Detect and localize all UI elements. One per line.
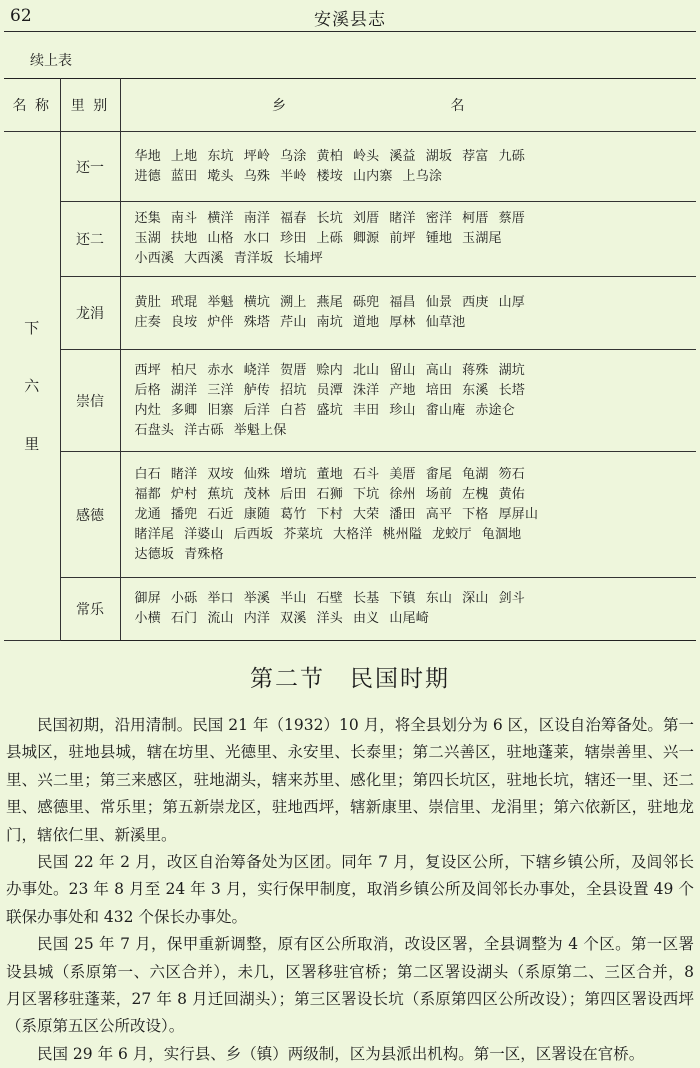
- village-name: 大荣: [352, 506, 380, 522]
- village-name: 福春: [280, 211, 307, 226]
- village-name: 砾兜: [352, 295, 380, 310]
- village-name: 播兜: [170, 506, 198, 522]
- village-name: 后田: [280, 486, 307, 502]
- villages-cell: [120, 350, 696, 452]
- village-name: 半山: [280, 591, 307, 606]
- continued-label: 续上表: [30, 53, 72, 69]
- li-cell: 龙涓: [60, 277, 120, 350]
- village-name: 墘头: [207, 168, 234, 184]
- village-name: 徐州: [389, 486, 416, 502]
- village-name: 锺地: [425, 231, 453, 246]
- village-name: 双溪: [280, 611, 307, 626]
- header-rule: [4, 31, 696, 32]
- village-name: 员潭: [316, 382, 343, 398]
- region-cell: [4, 132, 60, 641]
- village-name: 龙蛟厅: [432, 526, 472, 542]
- villages-cell: [120, 452, 696, 578]
- village-name: 仙景: [425, 295, 453, 310]
- village-name: 仙殊: [243, 466, 271, 482]
- village-name: 青洋坂: [233, 251, 274, 266]
- village-name: 峣洋: [243, 362, 271, 378]
- village-name: 坪岭: [243, 148, 271, 164]
- village-name: 龟涸地: [481, 526, 522, 542]
- village-name: 卿源: [352, 231, 380, 246]
- village-name: 潘田: [389, 506, 416, 522]
- village-name: 长坑: [316, 211, 343, 226]
- village-name: 黄肚: [134, 295, 161, 310]
- village-name: 福昌: [389, 295, 416, 310]
- village-name: 还集: [134, 211, 161, 226]
- village-name: 青殊格: [184, 546, 224, 562]
- village-name: 双垵: [207, 466, 234, 482]
- village-name: 达德坂: [134, 546, 175, 562]
- village-name: 洋古砾: [184, 422, 224, 438]
- village-name: 上乌涂: [402, 168, 443, 184]
- village-name: 石近: [207, 506, 234, 522]
- body-text: [6, 712, 694, 1068]
- body-paragraph: 民国 22 年 2 月，改区自治筹备处为区团。同年 7 月，复设区公所，下辖乡镇公所，及闾邻长办事处。23 年 8 月至 24 年 3 月，实行保甲制度，取消乡镇公所及闾邻长办事处，全县设置 49 个联保办事处和 432 个保长办事处。: [6, 853, 694, 926]
- village-name: 刘厝: [352, 211, 380, 226]
- village-name: 小横: [134, 611, 161, 626]
- village-line: [135, 421, 693, 441]
- village-name: 内洋: [243, 611, 271, 626]
- village-name: 洋婆山: [184, 526, 224, 542]
- village-name: 山内寨: [352, 168, 393, 184]
- village-name: 南斗: [170, 211, 198, 226]
- body-paragraph: 民国 29 年 6 月，实行县、乡（镇）两级制，区为县派出机构。第一区，区署设在官桥。: [37, 1044, 645, 1063]
- village-line: [135, 167, 693, 187]
- village-name: 山格: [207, 231, 234, 246]
- village-name: 仙草池: [425, 315, 466, 330]
- village-name: 炉伴: [207, 315, 234, 330]
- li-cell: 感德: [60, 452, 120, 578]
- village-line: [135, 525, 693, 545]
- column-header-li: 里 别: [60, 79, 120, 132]
- village-name: 睹洋: [389, 211, 416, 226]
- village-name: 柏尺: [170, 362, 198, 378]
- book-title: 安溪县志: [314, 10, 386, 30]
- village-name: 楼垵: [316, 168, 343, 184]
- village-name: 珍田: [280, 231, 307, 246]
- village-name: 殊塔: [243, 315, 271, 330]
- village-name: 培田: [425, 382, 453, 398]
- village-name: 石门: [170, 611, 198, 626]
- village-name: 洙洋: [352, 382, 380, 398]
- village-name: 华地: [134, 148, 161, 164]
- village-name: 美厝: [389, 466, 416, 482]
- village-name: 玉湖尾: [462, 231, 502, 246]
- villages-cell: [120, 578, 696, 641]
- village-name: 高平: [425, 506, 453, 522]
- table-row: [4, 452, 696, 578]
- village-line: [135, 249, 693, 269]
- table-row: [4, 350, 696, 452]
- village-name: 石狮: [316, 486, 343, 502]
- village-name: 畬山庵: [425, 402, 466, 418]
- village-name: 舻传: [243, 382, 271, 398]
- village-line: [135, 465, 693, 485]
- village-name: 下格: [462, 506, 489, 522]
- village-name: 蕉坑: [207, 486, 234, 502]
- region-label: 下六里: [24, 319, 40, 453]
- village-name: 东坑: [207, 148, 234, 164]
- village-name: 长基: [352, 591, 380, 606]
- village-name: 厚林: [389, 315, 416, 330]
- village-name: 白苔: [280, 402, 307, 418]
- section-title: 第二节 民国时期: [250, 666, 450, 692]
- village-name: 湖坂: [425, 148, 453, 164]
- village-name: 东溪: [462, 382, 489, 398]
- village-name: 燕尾: [316, 295, 343, 310]
- village-name: 大西溪: [184, 251, 224, 266]
- village-name: 桃州隘: [382, 526, 423, 542]
- village-name: 三洋: [207, 382, 234, 398]
- li-cell: 还一: [60, 132, 120, 202]
- village-name: 后洋: [243, 402, 271, 418]
- village-name: 荐富: [462, 148, 489, 164]
- village-name: 密洋: [425, 211, 453, 226]
- li-cell: 崇信: [60, 350, 120, 452]
- village-name: 南洋: [243, 211, 271, 226]
- village-line: [135, 229, 693, 249]
- village-name: 芹山: [280, 315, 307, 330]
- village-line: [135, 209, 693, 229]
- village-name: 洋头: [316, 611, 343, 626]
- village-name: 后西坂: [233, 526, 274, 542]
- village-name: 赤途仑: [475, 402, 515, 418]
- village-name: 御屏: [134, 591, 161, 606]
- village-name: 庄奏: [134, 315, 161, 330]
- village-name: 产地: [389, 382, 416, 398]
- body-paragraph: 民国初期，沿用清制。民国 21 年（1932）10 月，将全县划分为 6 区，区设自治筹备处。第一县城区，驻地县城，辖在坊里、光德里、永安里、长泰里；第二兴善区，驻地蓬莱，辖崇善里、兴一里、兴二里；第三来感区，驻地湖头，辖来苏里、感化里；第四长坑区，驻地长坑，辖还一里、还二里、感德里、常乐里；第五新崇龙区，驻地西坪，辖新康里、崇信里、龙涓里；第六依新区，驻地龙门，辖依仁里、新溪里。: [6, 716, 694, 844]
- village-name: 举口: [207, 591, 234, 606]
- villages-cell: [120, 202, 696, 277]
- village-name: 董地: [316, 466, 343, 482]
- village-line: [135, 589, 693, 609]
- village-name: 乌殊: [243, 168, 271, 184]
- village-name: 蒋殊: [462, 362, 489, 378]
- village-name: 蓝田: [170, 168, 198, 184]
- column-header-xiang: [120, 79, 696, 132]
- village-name: 湖坑: [498, 362, 525, 378]
- village-name: 举溪: [243, 591, 271, 606]
- village-name: 赤水: [207, 362, 234, 378]
- village-name: 上砾: [316, 231, 343, 246]
- table-header-row: [4, 79, 696, 132]
- village-line: [135, 401, 693, 421]
- village-name: 大格洋: [332, 526, 373, 542]
- page-number: 62: [10, 6, 32, 26]
- village-name: 左槐: [462, 486, 489, 502]
- village-name: 黄柏: [316, 148, 343, 164]
- village-line: [135, 313, 693, 333]
- village-name: 石盘头: [134, 422, 175, 438]
- village-name: 进德: [134, 168, 161, 184]
- village-line: [135, 381, 693, 401]
- village-name: 山厚: [498, 295, 525, 310]
- village-name: 举魁: [207, 295, 234, 310]
- village-name: 招坑: [280, 382, 307, 398]
- village-name: 蔡厝: [498, 211, 525, 226]
- village-name: 西坪: [134, 362, 161, 378]
- village-name: 岭头: [352, 148, 380, 164]
- village-name: 黄佑: [498, 486, 525, 502]
- village-name: 水口: [243, 231, 271, 246]
- village-name: 前坪: [389, 231, 416, 246]
- village-line: [135, 505, 693, 525]
- village-name: 睹洋尾: [134, 526, 175, 542]
- village-name: 增坑: [280, 466, 307, 482]
- village-name: 睹洋: [170, 466, 198, 482]
- village-name: 横坑: [243, 295, 271, 310]
- village-line: [135, 485, 693, 505]
- village-name: 长塔: [498, 382, 525, 398]
- village-name: 高山: [425, 362, 453, 378]
- table-row: [4, 132, 696, 202]
- village-line: [135, 361, 693, 381]
- village-name: 葛竹: [280, 506, 307, 522]
- village-name: 湖洋: [170, 382, 198, 398]
- village-name: 赊内: [316, 362, 343, 378]
- village-line: [135, 293, 693, 313]
- village-name: 北山: [352, 362, 380, 378]
- village-name: 长埔坪: [283, 251, 323, 266]
- village-line: [135, 147, 693, 167]
- village-name: 乌涂: [280, 148, 307, 164]
- village-name: 小西溪: [134, 251, 175, 266]
- village-name: 深山: [462, 591, 489, 606]
- village-name: 盛坑: [316, 402, 343, 418]
- table-row: [4, 202, 696, 277]
- village-name: 柯厝: [462, 211, 489, 226]
- village-name: 横洋: [207, 211, 234, 226]
- village-name: 良垵: [170, 315, 198, 330]
- village-name: 茂林: [243, 486, 271, 502]
- village-table: [4, 78, 696, 641]
- village-name: 珍山: [389, 402, 416, 418]
- village-name: 道地: [352, 315, 380, 330]
- village-name: 小砾: [170, 591, 198, 606]
- village-name: 举魁上保: [233, 422, 287, 438]
- village-name: 半岭: [280, 168, 307, 184]
- village-name: 下村: [316, 506, 343, 522]
- village-line: [135, 545, 693, 565]
- li-cell: 常乐: [60, 578, 120, 641]
- village-name: 场前: [425, 486, 453, 502]
- village-name: 溯上: [280, 295, 307, 310]
- column-header-name: 名 称: [4, 79, 60, 132]
- village-name: 旧寨: [207, 402, 234, 418]
- village-name: 多卿: [170, 402, 198, 418]
- village-name: 留山: [389, 362, 416, 378]
- village-name: 白石: [134, 466, 161, 482]
- village-name: 东山: [425, 591, 453, 606]
- village-name: 玉湖: [134, 231, 161, 246]
- village-name: 石斗: [352, 466, 380, 482]
- village-name: 扶地: [170, 231, 198, 246]
- village-name: 福都: [134, 486, 161, 502]
- village-name: 流山: [207, 611, 234, 626]
- village-name: 龙通: [134, 506, 161, 522]
- body-paragraph: 民国 25 年 7 月，保甲重新调整，原有区公所取消，改设区署，全县调整为 4 个区。第一区署设县城（系原第一、六区合并），未几，区署移驻官桥；第二区署设湖头（系原第二、三区合并，8 月区署移驻蓬莱，27 年 8 月迁回湖头）；第三区署设长坑（系原第四区公所改设）；第四区署设西坪（系原第五区公所改设）。: [6, 935, 694, 1036]
- table-row: [4, 578, 696, 641]
- villages-cell: [120, 277, 696, 350]
- village-name: 九砾: [498, 148, 525, 164]
- village-name: 内灶: [134, 402, 161, 418]
- village-name: 后格: [134, 382, 161, 398]
- village-name: 畬尾: [425, 466, 453, 482]
- village-name: 玳琨: [170, 295, 198, 310]
- village-line: [135, 609, 693, 629]
- table-row: [4, 277, 696, 350]
- village-name: 上地: [170, 148, 198, 164]
- village-name: 西庚: [462, 295, 489, 310]
- village-name: 剑斗: [498, 591, 525, 606]
- village-name: 溪益: [389, 148, 416, 164]
- village-name: 笏石: [498, 466, 525, 482]
- village-name: 丰田: [352, 402, 380, 418]
- village-name: 贺厝: [280, 362, 307, 378]
- village-name: 南坑: [316, 315, 343, 330]
- village-name: 石壁: [316, 591, 343, 606]
- village-name: 山尾崎: [389, 611, 429, 626]
- village-name: 厚屏山: [498, 506, 539, 522]
- li-cell: 还二: [60, 202, 120, 277]
- villages-cell: [120, 132, 696, 202]
- village-name: 芥菜坑: [283, 526, 323, 542]
- column-header-xiang-label: 乡 名: [272, 98, 545, 114]
- village-name: 康随: [243, 506, 271, 522]
- village-name: 下镇: [389, 591, 416, 606]
- page-header: [0, 0, 700, 34]
- village-name: 由义: [352, 611, 380, 626]
- village-name: 龟湖: [462, 466, 489, 482]
- village-name: 炉村: [170, 486, 198, 502]
- village-name: 下坑: [352, 486, 380, 502]
